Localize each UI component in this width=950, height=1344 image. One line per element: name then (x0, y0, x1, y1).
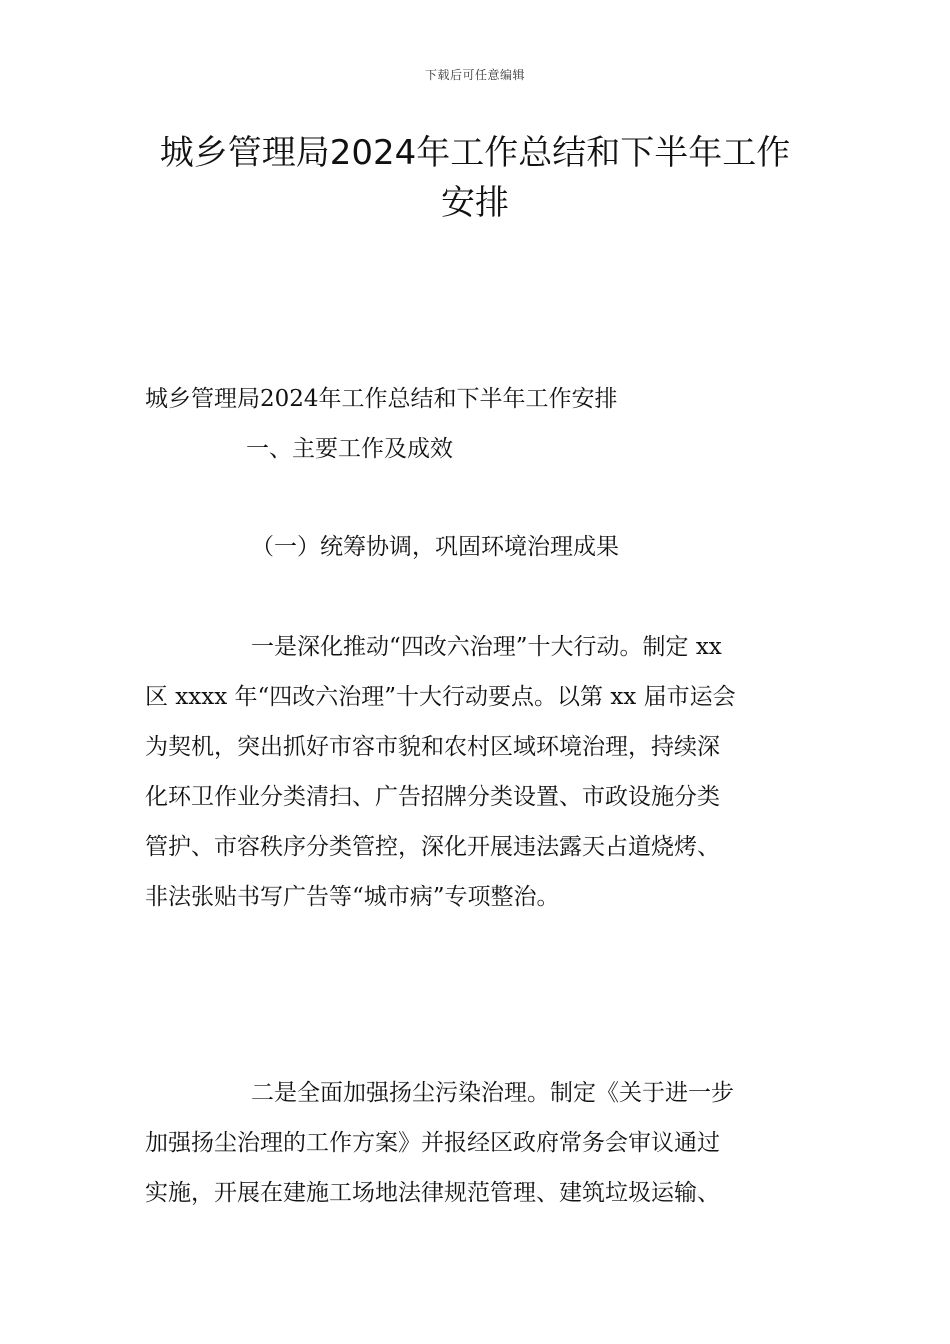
paragraph-line: 实施，开展在建施工场地法律规范管理、建筑垃圾运输、 (145, 1180, 720, 1206)
paragraph-line: 管护、市容秩序分类管控，深化开展违法露天占道烧烤、 (145, 834, 720, 860)
paragraph-2 (145, 1068, 810, 1218)
paragraph-line: 非法张贴书写广告等“城市病”专项整治。 (145, 884, 560, 910)
body-subtitle: 城乡管理局2024年工作总结和下半年工作安排 (145, 386, 618, 412)
paragraph-line: 为契机，突出抓好市容市貌和农村区域环境治理，持续深 (145, 734, 720, 760)
section-heading: 一、主要工作及成效 (246, 436, 453, 462)
document-title-line-2: 安排 (441, 183, 509, 223)
document-title (130, 128, 820, 228)
header-note: 下载后可任意编辑 (424, 68, 525, 82)
paragraph-line: 一是深化推动“四改六治理”十大行动。制定 xx (251, 634, 722, 660)
subsection-heading: （一）统筹协调，巩固环境治理成果 (251, 534, 619, 560)
paragraph-line: 化环卫作业分类清扫、广告招牌分类设置、市政设施分类 (145, 784, 720, 810)
paragraph-line: 区 xxxx 年“四改六治理”十大行动要点。以第 xx 届市运会 (145, 684, 736, 710)
paragraph-line: 加强扬尘治理的工作方案》并报经区政府常务会审议通过 (145, 1130, 720, 1156)
paragraph-line: 二是全面加强扬尘污染治理。制定《关于进一步 (251, 1080, 734, 1106)
document-title-line-1: 城乡管理局2024年工作总结和下半年工作 (159, 133, 791, 173)
paragraph-1 (145, 622, 810, 922)
